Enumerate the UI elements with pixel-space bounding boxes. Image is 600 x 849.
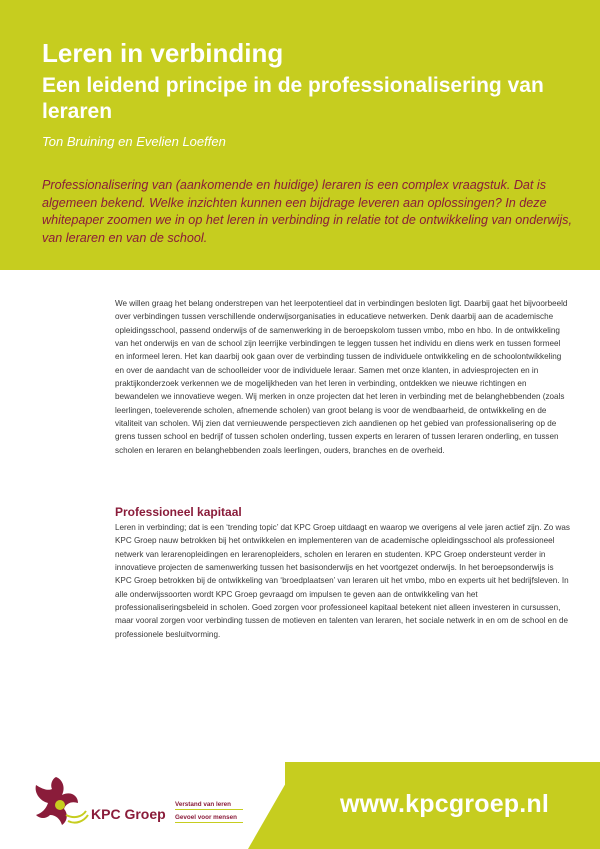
kpc-feather-logo-icon	[26, 769, 90, 833]
tagline-line-1: Verstand van leren	[175, 801, 231, 808]
page-subtitle: Een leidend principe in de professionalisering van leraren	[42, 74, 544, 123]
body-paragraph-1: We willen graag het belang onderstrepen van het leerpotentieel dat in verbindingen besloten ligt. Daarbij gaat het bijvoorbeeld over verbindingen tussen verschillende onderwijsorganisaties in educatieve netwerken. Denk daarbij aan de academische opleidingsschool, passend onderwijs of de samenwerking in de beroepskolom tussen vmbo, mbo en hbo. In de ontwikkeling van het onderwijs en van de school zijn leerrijke verbindingen te leggen tussen het individu en diens werk en tussen formeel en informeel leren. Het kan daarbij ook gaan over de verbinding tussen de individuele ontwikkeling en de schoolontwikkeling en over de aandacht van de schoolleider voor de individuele leraar. Samen met onze klanten, in adviesprojecten en in praktijkonderzoek verkennen we de mogelijkheden van het leren in verbinding, ontdekken we nieuwe richtingen en bewandelen we innovatieve wegen. Wij merken in onze projecten dat het leren in verbinding met de belanghebbenden (zoals leerlingen, toeleverende scholen, afnemende scholen) van groot belang is voor de wendbaarheid, de ontwikkeling en de vitaliteit van scholen. Wij zien dat vernieuwende perspectieven zich aandienen op het gebied van professionalisering op de grens tussen school en bedrijf of tussen scholen onderling, tussen experts en leraren of tussen leraren onderling, en tussen scholen en leraren en belanghebbenden zoals leerlingen, ouders, branches en de overheid.	[115, 299, 568, 455]
body-paragraph-2: Leren in verbinding; dat is een ‘trending topic’ dat KPC Groep uitdaagt en waarop we overigens al vele jaren actief zijn. Zo was KPC Groep nauw betrokken bij het ontwikkelen en implementeren van de academische opleidingsschool als professioneel netwerk van lerarenopleidingen en lerarenopleiders, scholen en leraren en studenten. KPC Groep ondersteunt verder in innovatieve projecten de samenwerking tussen het basisonderwijs en het voortgezet onderwijs. In het beroepsonderwijs is KPC Groep betrokken bij de ontwikkeling van ‘broedplaatsen’ van leraren uit het vmbo, mbo en experts uit het bedrijfsleven. In alle onderwijssoorten wordt KPC Groep gevraagd om impulsen te geven aan de ontwikkeling van het professionaliseringsbeleid in scholen. Goed zorgen voor professioneel kapitaal betekent niet alleen investeren in cursussen, maar vooral zorgen voor verbinding tussen de motieven en talenten van leraren, het sociale netwerk in en om de school en de professionele besluitvorming.	[115, 523, 570, 639]
header-banner	[0, 0, 600, 270]
tagline	[175, 798, 237, 824]
tagline-divider	[175, 822, 243, 823]
website-link[interactable]: www.kpcgroep.nl	[340, 790, 550, 818]
authors: Ton Bruining en Evelien Loeffen	[42, 134, 226, 149]
tagline-line-2: Gevoel voor mensen	[175, 814, 237, 821]
logo-name: KPC Groep	[91, 806, 166, 822]
section-heading: Professioneel kapitaal	[115, 505, 242, 519]
intro-paragraph: Professionalisering van (aankomende en huidige) leraren is een complex vraagstuk. Dat is algemeen bekend. Welke inzichten kunnen een bijdrage leveren aan oplossingen? In deze whitepaper zoomen we in op het leren in verbinding in relatie tot de ontwikkeling van onderwijs, van leraren en van de school.	[42, 178, 572, 245]
page-title: Leren in verbinding	[42, 38, 284, 68]
tagline-divider	[175, 809, 243, 810]
